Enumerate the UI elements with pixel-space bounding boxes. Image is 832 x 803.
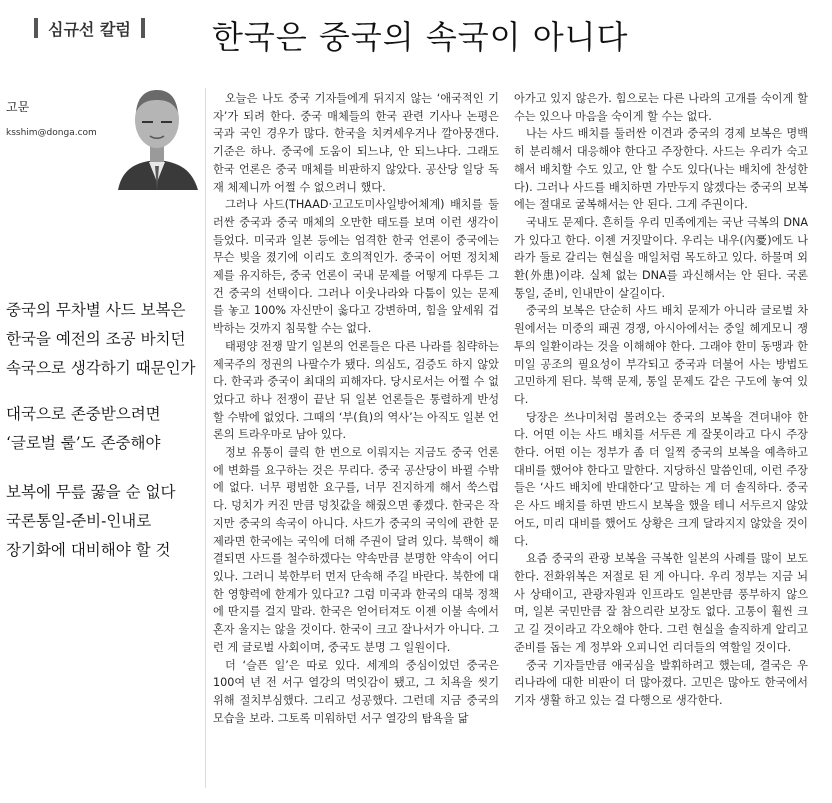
author-title: 고문 (6, 100, 30, 114)
body-paragraph: 태평양 전쟁 말기 일본의 언론들은 다른 나라를 침략하는 제국주의 정권의 나팔수가 됐다. 의심도, 검증도 하지 않았다. 한국과 중국이 최대의 피해자다. 당시로서는 어쩔 수 없었다고 하나 전쟁이 끝난 뒤 일본 언론들은 통렬하게 반성할 수밖에 없었다. 그때의 ‘부(負)의 역사’는 아직도 일본 언론의 트라우마로 남아 있다. (213, 339, 499, 442)
body-column-1 (213, 90, 499, 727)
summary-block-1 (6, 296, 196, 383)
summary-line: 보복에 무릎 꿇을 순 없다 (6, 483, 176, 501)
summary-block-3 (6, 478, 196, 565)
summary-line: 장기화에 대비해야 할 것 (6, 541, 171, 559)
author-portrait-image (112, 78, 202, 190)
body-paragraph: 오늘은 나도 중국 기자들에게 뒤지지 않는 ‘애국적인 기자’가 되려 한다. 중국 매체들의 한국 관련 기사나 논평은 국과 국인 경우가 많다. 한국을 치켜세우거나 깔아뭉갠다. 기준은 하나. 중국에 도움이 되느냐, 안 되느냐다. 그래도 한국 언론은 중국 매체를 비판하지 않았다. 공산당 일당 독재 체제니까 어쩔 수 없으려니 했다. (213, 92, 499, 194)
author-email[interactable]: ksshim@donga.com (6, 128, 97, 138)
body-paragraph: 당장은 쓰나미처럼 몰려오는 중국의 보복을 견뎌내야 한다. 어떤 이는 사드 배치를 서두른 게 잘못이라고 다시 주장한다. 어떤 이는 정부가 좀 더 일찍 중국의 보복을 예측하고 대비를 했어야 한다고 말한다. 지당하신 말씀인데, 이런 주장들은 ‘사드 배치에 반대한다’고 말하는 게 더 솔직하다. 중국은 사드 배치를 하면 반드시 보복을 했을 테니 서두르지 않았어도, 미리 대비를 했어도 상황은 크게 달라지지 않았을 것이다. (514, 410, 808, 548)
body-paragraph: 그러나 사드(THAAD·고고도미사일방어체계) 배치를 둘러싼 중국과 중국 매체의 오만한 태도를 보며 이런 생각이 들었다. 미국과 일본 등에는 엄격한 한국 언론이 중국에는 무슨 빚을 졌기에 이리도 호의적인가. 중국이 어떤 정치체제를 유지하든, 중국 언론이 국내 문제를 어떻게 다루든 그건 중국의 선택이다. 그러나 이웃나라와 다툼이 있는 문제를 놓고 100% 자신만이 옳다고 강변하며, 힘을 앞세워 겁박하는 것까지 침묵할 수는 없다. (213, 198, 499, 336)
summary-line: 속국으로 생각하기 때문인가 (6, 359, 196, 377)
summary-line: 한국을 예전의 조공 바치던 (6, 330, 186, 348)
label-bar-right (141, 18, 145, 38)
body-paragraph: 정보 유통이 클릭 한 번으로 이뤄지는 지금도 중국 언론에 변화를 요구하는 것은 무리다. 중국 공산당이 바뀔 수밖에 없다. 너무 평범한 요구를, 너무 진지하게 해서 쑥스럽다. 덩치가 커진 만큼 덩칫값을 해줬으면 좋겠다. 한국은 작지만 중국의 속국이 아니다. 사드가 중국의 국익에 관한 문제라면 한국에는 국익에 더해 주권이 달려 있다. 북핵이 해결되면 사드를 철수하겠다는 약속만큼 분명한 약속이 어디 있나. 그러니 북한부터 먼저 단속해 주길 바란다. 북한에 대한 영향력에 한계가 있다고? 그럼 미국과 한국의 대북 정책에 딴지를 걸지 말라. 한국은 얻어터져도 이젠 이불 속에서 혼자 울지는 않을 것이다. 한국이 크고 잘나서가 아니다. 그런 게 글로벌 사회이며, 중국도 분명 그 일원이다. (213, 446, 499, 654)
body-paragraph: 중국의 보복은 단순히 사드 배치 문제가 아니라 글로벌 차원에서는 미중의 패권 경쟁, 아시아에서는 중일 헤게모니 쟁투의 일환이라는 것을 이해해야 한다. 그래야 한미 동맹과 한미일 공조의 필요성이 부각되고 중국과 더불어 사는 방법도 고민하게 된다. 북핵 문제, 통일 문제도 같은 구도에 놓여 있다. (514, 304, 808, 406)
column-label-text: 심규선 칼럼 (48, 19, 131, 39)
column-label (34, 14, 145, 42)
label-bar-left (34, 18, 38, 38)
summary-block-2 (6, 400, 196, 458)
summary-line: ‘글로벌 룰’도 존중해야 (6, 434, 161, 452)
body-paragraph: 더 ‘슬픈 일’은 따로 있다. 세계의 중심이었던 중국은 100여 년 전 서구 열강의 먹잇감이 됐고, 그 치욕을 씻기 위해 절치부심했다. 그리고 성공했다. 그런데 지금 중국의 모습을 보라. 그토록 미워하던 서구 열강의 탐욕을 닮 (213, 658, 499, 725)
summary-line: 중국의 무차별 사드 보복은 (6, 301, 186, 319)
body-paragraph: 국내도 문제다. 흔히들 우리 민족에게는 국난 극복의 DNA가 있다고 한다. 이젠 거짓말이다. 우리는 내우(內憂)에도 나라가 둘로 갈리는 현실을 매일처럼 목도하고 있다. 하물며 외환(外患)이랴. 실체 없는 DNA를 과신해서는 안 된다. 국론 통일, 준비, 인내만이 살길이다. (514, 215, 808, 300)
summary-line: 국론통일-준비-인내로 (6, 512, 152, 530)
body-paragraph: 아가고 있지 않은가. 힘으로는 다른 나라의 고개를 숙이게 할 수는 있으나 마음을 숙이게 할 수는 없다. (514, 92, 808, 123)
column-divider (205, 88, 206, 788)
body-paragraph: 요즘 중국의 관광 보복을 극복한 일본의 사례를 많이 보도한다. 전화위복은 저절로 된 게 아니다. 우리 정부는 지금 뇌사 상태이고, 관광자원과 인프라도 일본만큼 풍부하지 않으며, 일본 국민만큼 잘 참으리란 보장도 없다. 고통이 훨씬 크고 길 것이라고 각오해야 한다. 그런 현실을 솔직하게 알리고 준비를 돕는 게 정부와 오피니언 리더들의 역할일 것이다. (514, 552, 808, 654)
body-column-2 (514, 90, 808, 710)
body-paragraph: 중국 기자들만큼 애국심을 발휘하려고 했는데, 결국은 우리나라에 대한 비판이 더 많아졌다. 고민은 많아도 한국에서 기자 생활 하고 있는 걸 다행으로 생각한다. (514, 658, 808, 707)
summary-line: 대국으로 존중받으려면 (6, 405, 161, 423)
article-title: 한국은 중국의 속국이 아니다 (212, 18, 629, 56)
body-paragraph: 나는 사드 배치를 둘러싼 이견과 중국의 경제 보복은 명백히 분리해서 대응해야 한다고 주장한다. 사드는 우리가 숙고해서 배치할 수도 있고, 안 할 수도 있다(나는 배치에 찬성한다). 그러나 사드를 배치하면 가만두지 않겠다는 중국의 보복에는 절대로 굴복해서는 안 된다. 그게 주권이다. (514, 127, 808, 212)
